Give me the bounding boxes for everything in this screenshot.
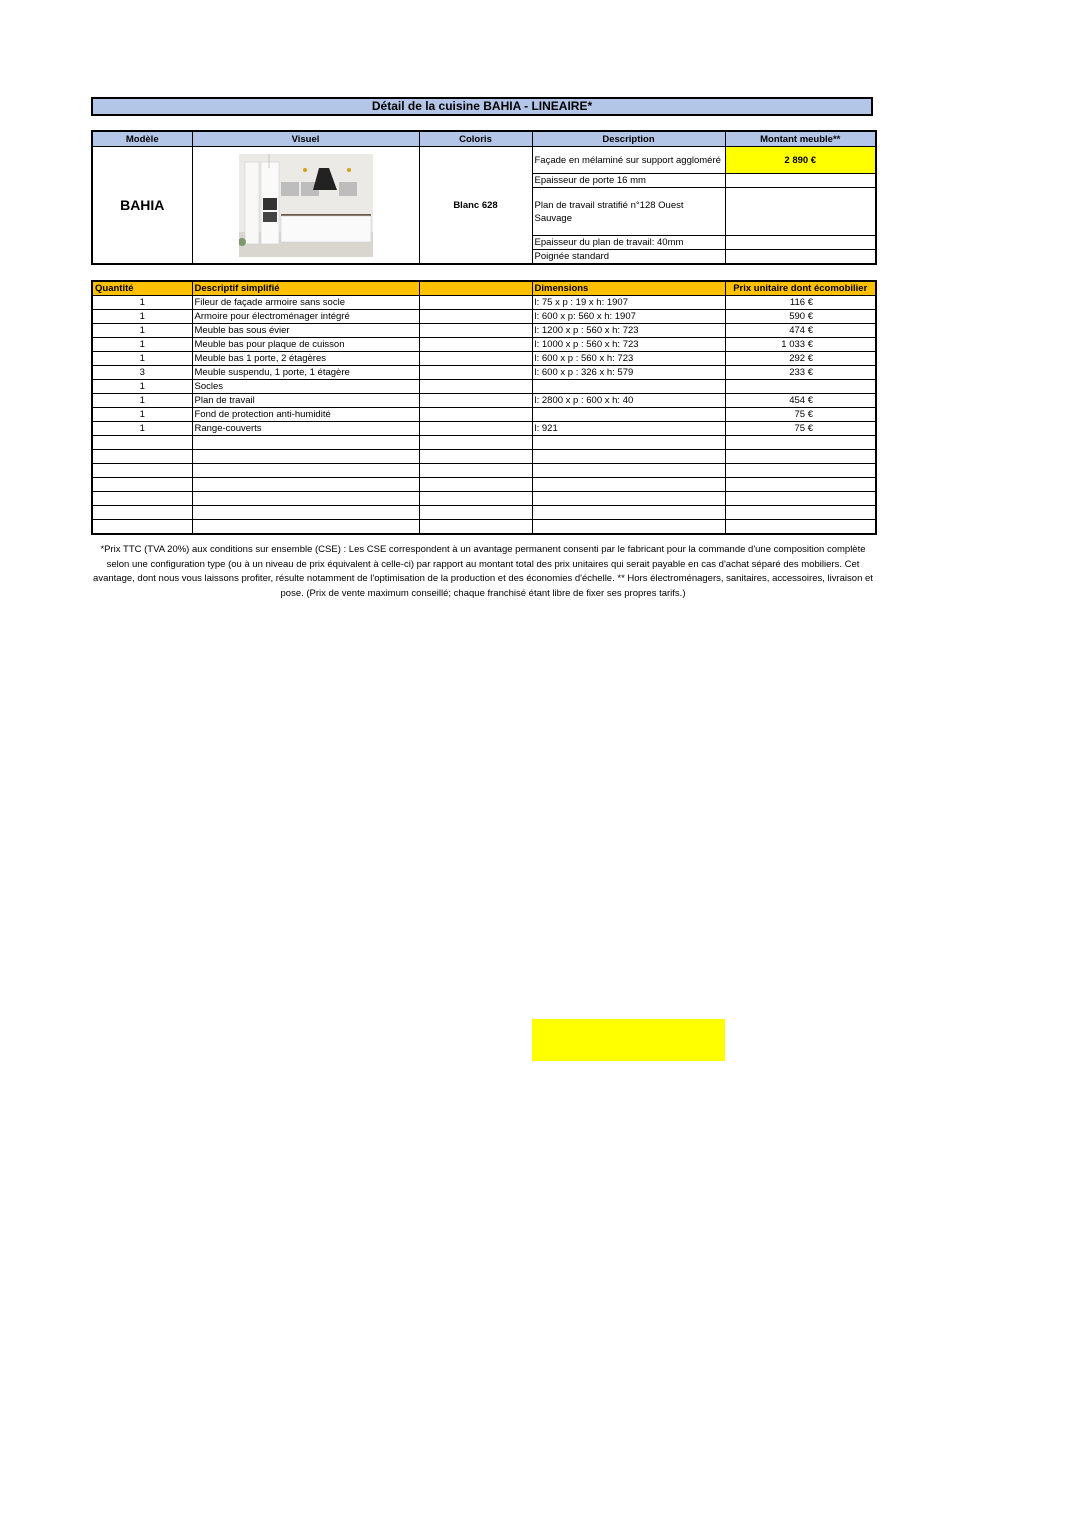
table-row [92,436,876,450]
table-row [92,296,876,310]
table-row [92,520,876,535]
description-cell: Armoire pour électroménager intégré [192,310,419,324]
price-cell: 474 € [725,324,876,338]
quantity-cell: 1 [92,394,192,408]
model-name: BAHIA [92,147,192,265]
header-blank [419,281,532,296]
blank-cell [419,478,532,492]
price-cell [725,478,876,492]
blank-cell [419,422,532,436]
quantity-cell [92,464,192,478]
table-row [92,310,876,324]
table-row [92,366,876,380]
blank-cell [419,394,532,408]
quantity-cell: 1 [92,422,192,436]
empty-cell [725,188,876,236]
empty-cell [725,174,876,188]
blank-cell [419,310,532,324]
dimensions-cell [532,492,725,506]
table-row [92,506,876,520]
description-cell [192,506,419,520]
price-cell [725,380,876,394]
dimensions-cell: l: 600 x p : 560 x h: 723 [532,352,725,366]
blank-cell [419,436,532,450]
description-cell [192,520,419,535]
table-row [92,408,876,422]
blank-cell [419,338,532,352]
kitchen-photo-icon [239,154,373,257]
quantity-cell [92,506,192,520]
table-row [92,380,876,394]
montant-meuble: 2 890 € [725,147,876,174]
highlight-block [532,1019,725,1061]
price-cell: 233 € [725,366,876,380]
price-cell: 116 € [725,296,876,310]
quantity-cell: 1 [92,352,192,366]
page-title: Détail de la cuisine BAHIA - LINEAIRE* [91,97,873,116]
price-cell [725,450,876,464]
dimensions-cell [532,380,725,394]
description-cell: Socles [192,380,419,394]
description-cell [192,436,419,450]
model-table [91,130,877,265]
blank-cell [419,380,532,394]
description-line: Epaisseur du plan de travail: 40mm [532,236,725,250]
table-row [92,492,876,506]
quantity-cell: 1 [92,296,192,310]
dimensions-cell: l: 921 [532,422,725,436]
description-line: Façade en mélaminé sur support aggloméré [532,147,725,174]
price-cell: 75 € [725,422,876,436]
price-cell: 1 033 € [725,338,876,352]
dimensions-cell [532,506,725,520]
dimensions-cell: l: 1200 x p : 560 x h: 723 [532,324,725,338]
price-cell [725,492,876,506]
empty-cell [725,250,876,265]
header-modele: Modèle [92,131,192,147]
quantity-cell: 1 [92,310,192,324]
blank-cell [419,366,532,380]
price-cell [725,506,876,520]
table-row [92,352,876,366]
dimensions-cell: l: 2800 x p : 600 x h: 40 [532,394,725,408]
price-cell [725,520,876,535]
description-cell: Meuble bas 1 porte, 2 étagères [192,352,419,366]
quantity-cell [92,450,192,464]
empty-cell [725,236,876,250]
table-row [92,422,876,436]
header-montant: Montant meuble** [725,131,876,147]
quantity-cell: 1 [92,338,192,352]
table-row [92,464,876,478]
description-line: Plan de travail stratifié n°128 Ouest Sauvage [532,188,725,236]
header-quantite: Quantité [92,281,192,296]
description-line: Epaisseur de porte 16 mm [532,174,725,188]
dimensions-cell [532,464,725,478]
model-table-header [92,131,876,147]
dimensions-cell [532,408,725,422]
description-cell: Meuble bas sous évier [192,324,419,338]
blank-cell [419,520,532,535]
blank-cell [419,450,532,464]
description-cell: Meuble suspendu, 1 porte, 1 étagère [192,366,419,380]
description-cell: Range-couverts [192,422,419,436]
blank-cell [419,506,532,520]
description-cell [192,464,419,478]
description-cell: Fond de protection anti-humidité [192,408,419,422]
blank-cell [419,464,532,478]
dimensions-cell: l: 75 x p : 19 x h: 1907 [532,296,725,310]
dimensions-cell [532,450,725,464]
header-description: Description [532,131,725,147]
blank-cell [419,324,532,338]
quantity-cell [92,520,192,535]
price-cell: 590 € [725,310,876,324]
description-cell: Meuble bas pour plaque de cuisson [192,338,419,352]
items-body [92,296,876,535]
quantity-cell: 1 [92,324,192,338]
description-cell [192,492,419,506]
table-row [92,338,876,352]
quantity-cell: 1 [92,408,192,422]
header-visuel: Visuel [192,131,419,147]
description-cell [192,478,419,492]
blank-cell [419,408,532,422]
blank-cell [419,296,532,310]
visual-cell [192,147,419,265]
items-table [91,280,877,535]
description-cell: Fileur de façade armoire sans socle [192,296,419,310]
quantity-cell: 3 [92,366,192,380]
quantity-cell [92,436,192,450]
price-cell: 75 € [725,408,876,422]
header-descriptif: Descriptif simplifié [192,281,419,296]
coloris-value: Blanc 628 [419,147,532,265]
dimensions-cell [532,436,725,450]
description-cell [192,450,419,464]
table-row [92,394,876,408]
items-table-header [92,281,876,296]
blank-cell [419,352,532,366]
dimensions-cell: l: 600 x p : 326 x h: 579 [532,366,725,380]
table-row [92,478,876,492]
header-prix-unitaire: Prix unitaire dont écomobilier [725,281,876,296]
header-coloris: Coloris [419,131,532,147]
table-row [92,324,876,338]
dimensions-cell: l: 1000 x p : 560 x h: 723 [532,338,725,352]
description-line: Poignée standard [532,250,725,265]
blank-cell [419,492,532,506]
price-cell: 292 € [725,352,876,366]
dimensions-cell [532,478,725,492]
quantity-cell: 1 [92,380,192,394]
dimensions-cell: l: 600 x p: 560 x h: 1907 [532,310,725,324]
price-cell: 454 € [725,394,876,408]
price-cell [725,464,876,478]
footnote: *Prix TTC (TVA 20%) aux conditions sur ensemble (CSE) : Les CSE correspondent à un avantage permanent consenti par le fabricant pour la commande d'une composition complète selon une configuration type (ou à un niveau de prix équivalent à celle-ci) par rapport au montant total des prix unitaires qui serait payable en cas d'achat séparé des mobiliers. Cet avantage, dont nous vous laissons profiter, résulte notamment de l'optimisation de la production et des économies d'échelle. ** Hors électroménagers, sanitaires, accessoires, livraison et pose. (Prix de vente maximum conseillé; chaque franchisé étant libre de fixer ses propres tarifs.) [93,544,873,599]
table-row [92,450,876,464]
price-cell [725,436,876,450]
dimensions-cell [532,520,725,535]
quantity-cell [92,492,192,506]
quantity-cell [92,478,192,492]
header-dimensions: Dimensions [532,281,725,296]
description-cell: Plan de travail [192,394,419,408]
